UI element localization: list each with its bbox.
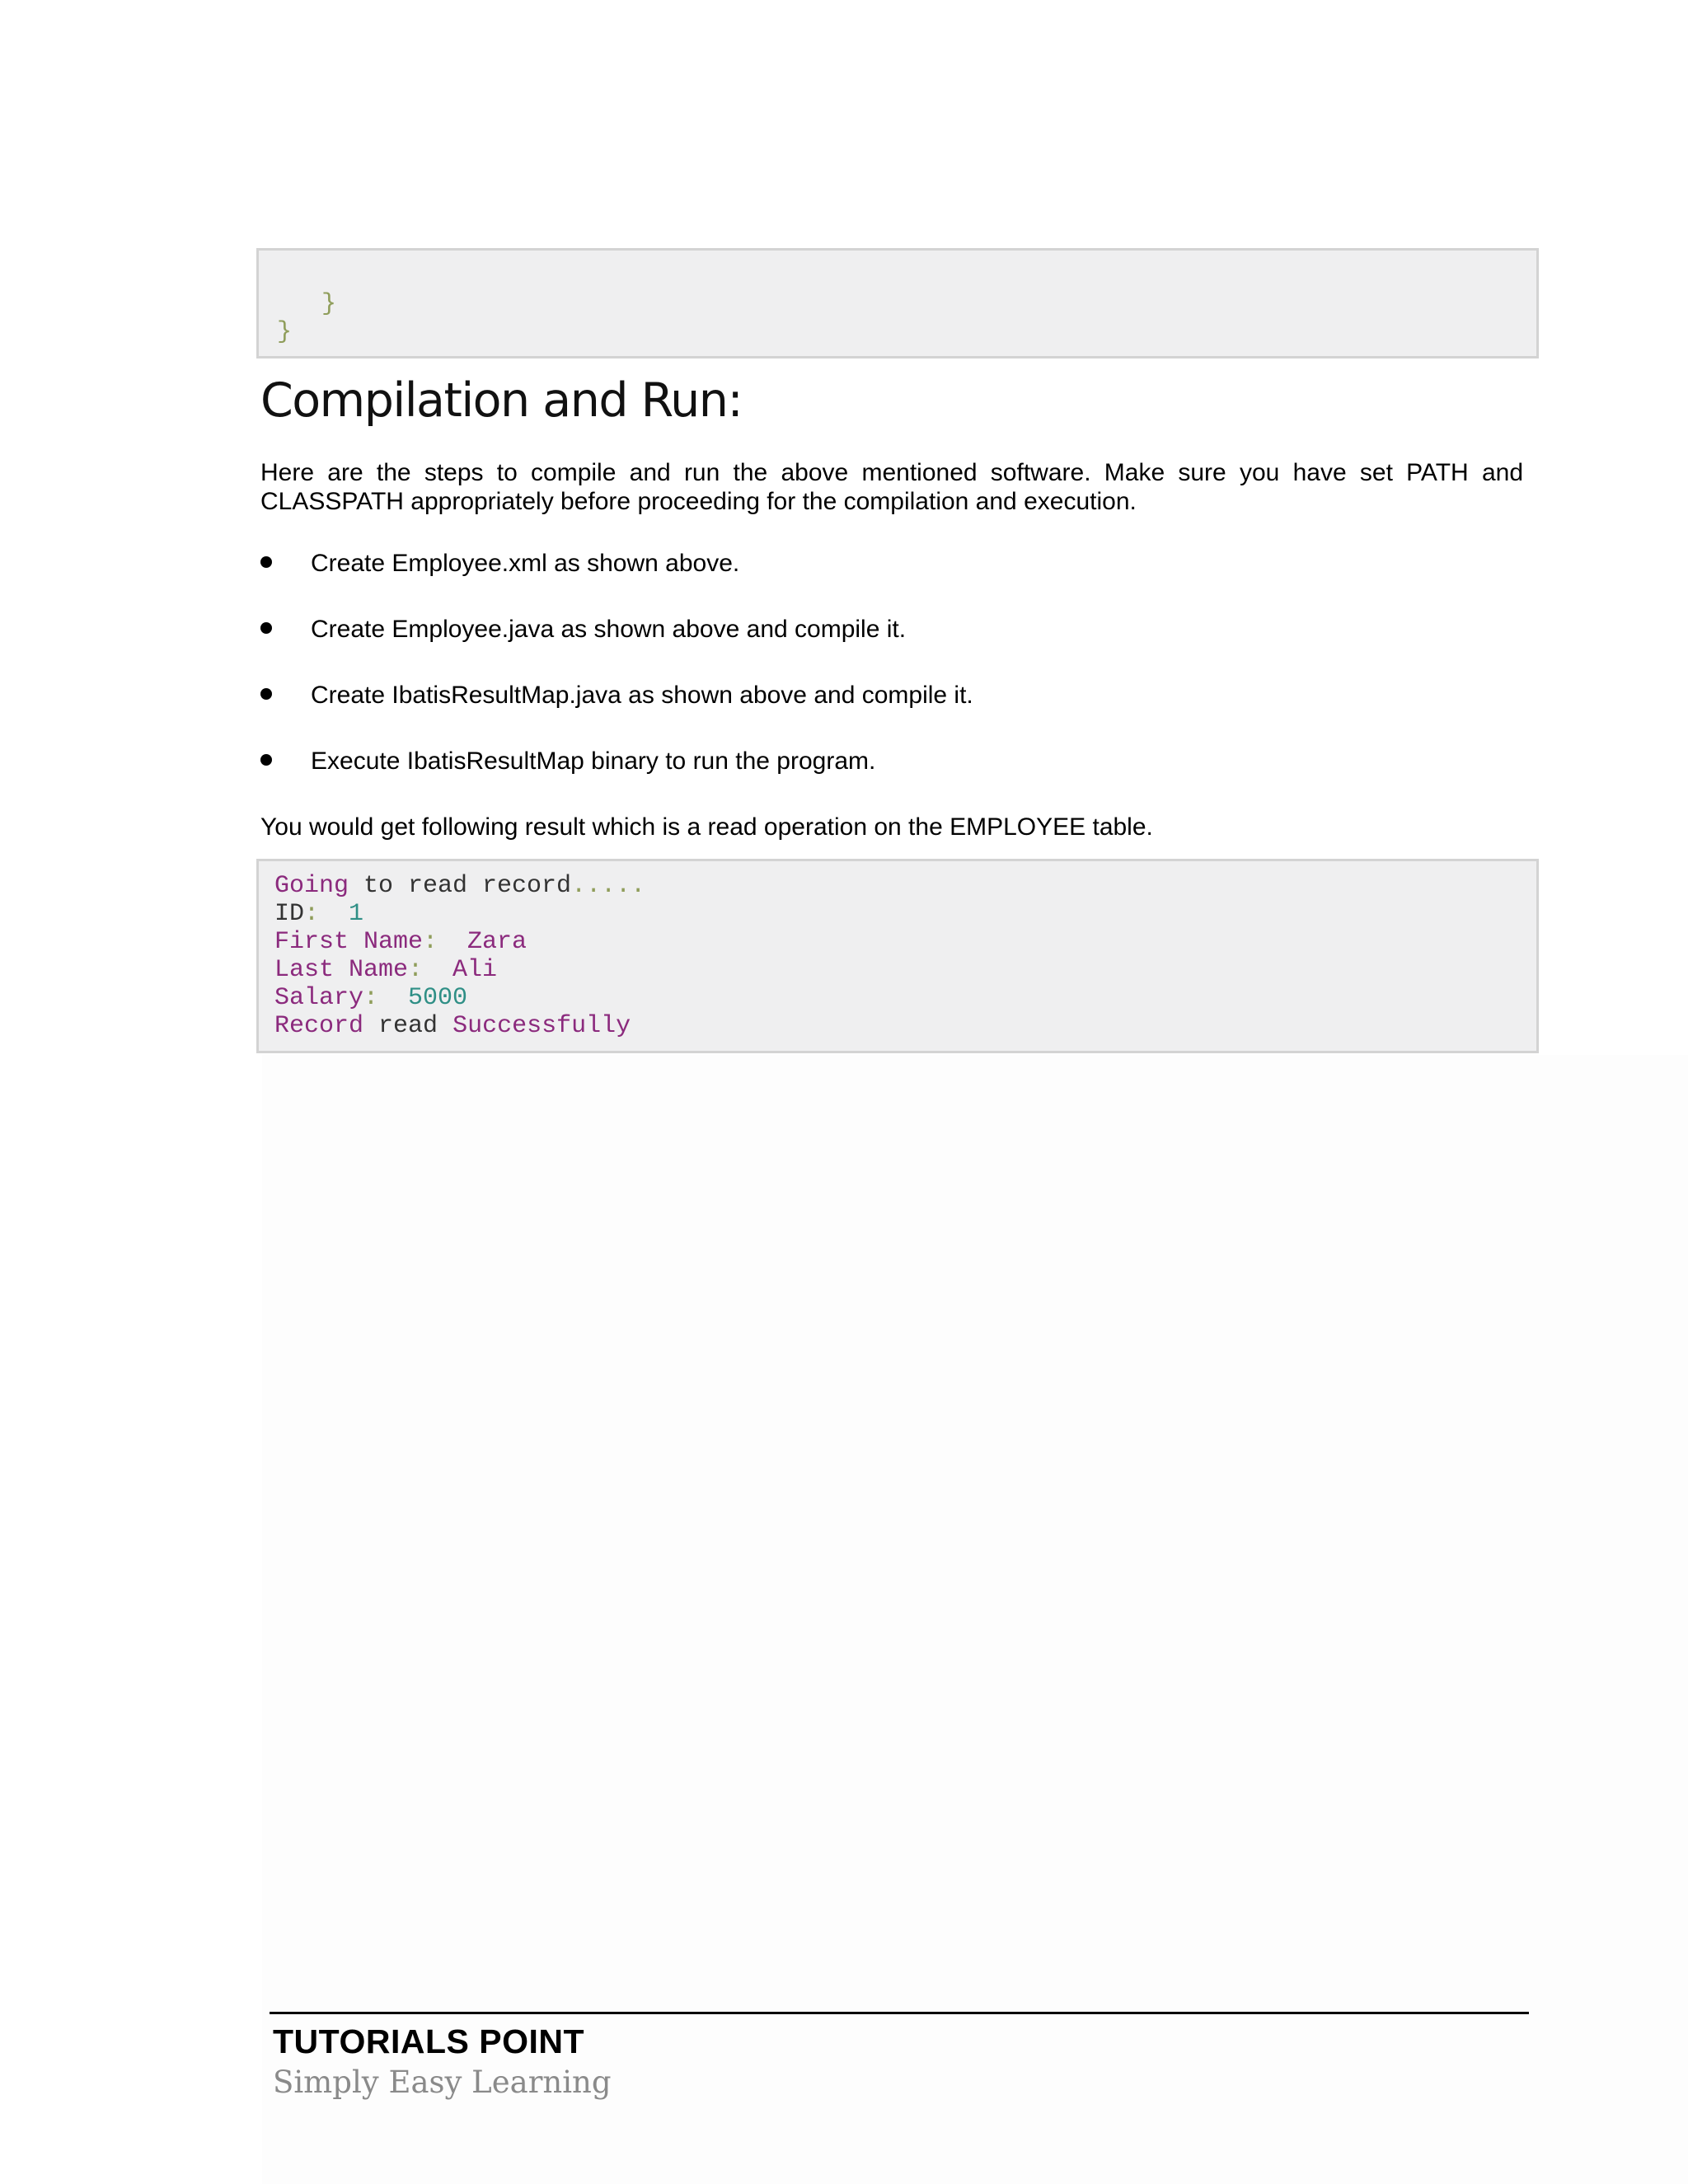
footer-divider [270, 2012, 1529, 2014]
footer-brand: TUTORIALS POINT [273, 2022, 585, 2060]
output-token: : [304, 900, 349, 928]
output-line [274, 872, 1536, 900]
output-line [274, 900, 1536, 928]
step-text: Create Employee.xml as shown above. [311, 550, 740, 577]
step-text: Create IbatisResultMap.java as shown above and compile it. [311, 682, 973, 709]
footer-tagline: Simply Easy Learning [273, 2064, 612, 2100]
output-token: Record [274, 1012, 364, 1040]
output-token: Last Name [274, 956, 409, 984]
list-item [260, 681, 1497, 747]
bullet-icon [260, 754, 272, 766]
bullet-icon [260, 688, 272, 700]
output-token: Salary [274, 984, 364, 1012]
result-intro: You would get following result which is a read operation on the EMPLOYEE table. [260, 813, 1153, 841]
step-text: Execute IbatisResultMap binary to run the program. [311, 748, 876, 775]
output-token: : [408, 956, 453, 984]
steps-list [260, 549, 1497, 813]
section-heading: Compilation and Run: [260, 373, 743, 428]
output-token: 5000 [408, 984, 468, 1012]
bullet-icon [260, 556, 272, 568]
output-line [274, 984, 1536, 1012]
output-token: 1 [349, 900, 364, 928]
output-token: ..... [571, 872, 646, 900]
step-text: Create Employee.java as shown above and compile it. [311, 616, 907, 643]
output-token: Ali [452, 956, 498, 984]
output-line [274, 928, 1536, 956]
code-line: } [277, 318, 293, 346]
output-token: Going [274, 872, 349, 900]
list-item [260, 615, 1497, 681]
output-line [274, 1012, 1536, 1040]
output-token: Successfully [452, 1012, 631, 1040]
program-output [256, 859, 1539, 1053]
page-background [262, 1055, 1688, 2184]
intro-paragraph: Here are the steps to compile and run the above mentioned software. Make sure you have set PATH and CLASSPATH appropriately before proceeding for the compilation and execution. [260, 459, 1523, 515]
output-token: read [363, 1012, 453, 1040]
output-token: : [363, 984, 409, 1012]
output-token: Zara [467, 928, 528, 956]
output-token: : [423, 928, 468, 956]
output-token: ID [274, 900, 305, 928]
list-item [260, 747, 1497, 813]
output-line [274, 956, 1536, 984]
code-line: } [277, 290, 337, 318]
list-item [260, 549, 1497, 615]
output-token: First Name [274, 928, 424, 956]
code-snippet-tail [256, 248, 1539, 359]
bullet-icon [260, 622, 272, 634]
output-token: to read record [349, 872, 572, 900]
